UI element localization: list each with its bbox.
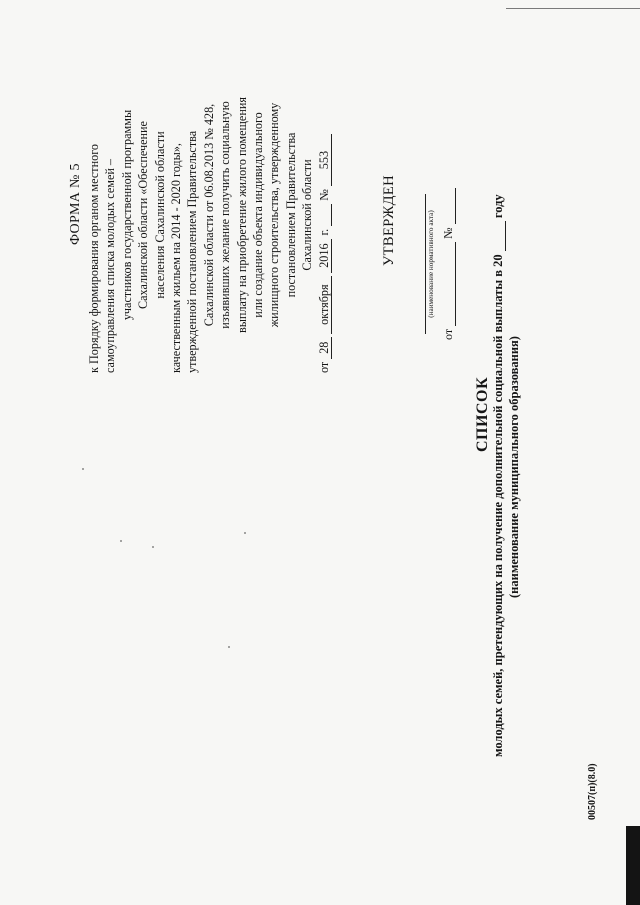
appendix-line: к Порядку формирования органом местного: [87, 144, 101, 373]
appendix-line: изъявивших желание получить социальную: [218, 101, 233, 329]
list-title: СПИСОК: [474, 376, 491, 452]
appendix-line: жилищного строительства, утвержденному: [267, 102, 282, 328]
approval-number-label: №: [441, 227, 455, 239]
appendix-line: качественным жильем на 2014 - 2020 годы»,: [169, 143, 184, 373]
approval-date-line: [441, 188, 456, 340]
scan-speck: [228, 646, 230, 648]
decree-number-label: №: [316, 189, 331, 201]
approval-number-field: [442, 188, 456, 224]
appendix-line: постановлением Правительства: [283, 132, 298, 298]
act-name-line: [412, 194, 426, 334]
decree-month: октября: [318, 276, 332, 334]
scan-speck: [244, 532, 246, 534]
municipality-caption: (наименование муниципального образования): [507, 336, 521, 598]
appendix-line: самоуправления списка молодых семей –: [103, 158, 118, 373]
scan-speck: [120, 540, 122, 542]
decree-day: 28: [318, 337, 332, 359]
decree-gap: [318, 204, 332, 226]
appendix-line: Сахалинской области: [300, 159, 315, 271]
approval-title: УТВЕРЖДЕН: [381, 174, 397, 266]
scan-speck: [152, 546, 154, 548]
appendix-line: участников государственной программы: [119, 109, 134, 321]
list-description-start: молодых семей, претендующих на получение дополнительной социальной выплаты в 20: [491, 254, 505, 757]
scan-speck: [82, 468, 84, 470]
appendix-line: Сахалинской области «Обеспечение: [136, 121, 151, 309]
appendix-line: утвержденной постановлением Правительства: [185, 130, 200, 373]
decree-number: 553: [318, 134, 332, 186]
scan-edge-line: [506, 8, 640, 9]
approval-act-block: [412, 194, 436, 334]
decree-prefix: от: [316, 361, 331, 373]
appendix-line: Сахалинской области от 06.08.2013 № 428,: [201, 103, 216, 327]
appendix-block: [86, 57, 332, 373]
appendix-line: населения Сахалинской области: [152, 131, 167, 299]
approval-date-field: [442, 242, 456, 326]
approval-date-prefix: от: [441, 328, 455, 340]
list-description-end: году: [491, 194, 505, 219]
act-name-caption: (наименование нормативного акта): [427, 210, 435, 318]
list-description: [491, 194, 506, 757]
decree-year-suffix: г.: [316, 228, 331, 236]
appendix-line: или создание объекта индивидуального: [251, 112, 266, 318]
scan-dark-edge: [626, 826, 640, 905]
footer-code: 00507(п)(8.0): [587, 763, 598, 820]
decree-year: 2016: [318, 239, 332, 273]
list-year-field: [492, 221, 506, 251]
form-header: ФОРМА № 5: [68, 163, 83, 245]
decree-line: [316, 57, 332, 373]
appendix-line: выплату на приобретение жилого помещения: [234, 97, 249, 334]
